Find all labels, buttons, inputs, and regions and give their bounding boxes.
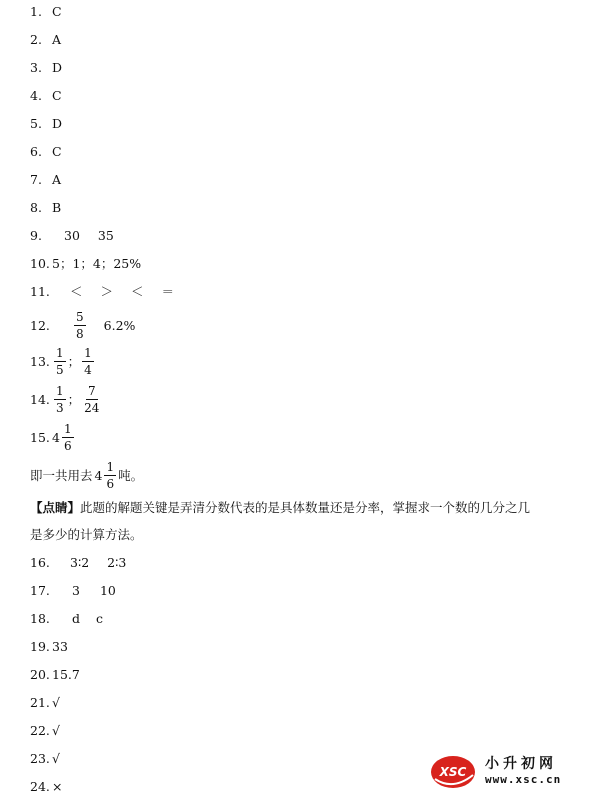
mixed-whole: 4 [94, 467, 103, 483]
answer-value: √ [52, 695, 60, 710]
fraction [82, 384, 101, 415]
site-logo [429, 751, 579, 793]
question-number: 23. [30, 751, 50, 766]
answer-line-19 [30, 639, 68, 655]
answer-value: ＝ [161, 284, 175, 299]
explanation-suffix: 吨。 [118, 467, 144, 483]
question-number: 9. [30, 228, 42, 243]
logo-mark-text: XSC [439, 765, 467, 779]
answer-value: D [52, 116, 63, 131]
answer-value: ＜ [70, 284, 83, 299]
question-number: 17. [30, 583, 50, 598]
fraction-denominator: 8 [76, 327, 84, 341]
fraction-denominator: 24 [84, 401, 100, 415]
question-number: 8. [30, 200, 42, 215]
logo-url: www.xsc.cn [485, 773, 562, 786]
answer-value: 3∶2 [70, 555, 90, 570]
fraction-denominator: 6 [106, 477, 115, 491]
answer-line-15 [30, 422, 76, 453]
fraction-denominator: 5 [56, 363, 64, 377]
question-number: 16. [30, 555, 50, 570]
xsc-logo-icon [429, 751, 477, 793]
answer-value: C [52, 4, 62, 19]
fraction-numerator: 1 [84, 346, 92, 360]
fraction [82, 346, 94, 377]
answer-value: B [52, 200, 62, 215]
fraction-numerator: 1 [63, 422, 72, 436]
answer-line-11 [30, 284, 174, 300]
separator: ； [67, 353, 81, 369]
answer-value: C [52, 88, 62, 103]
answer-line-23 [30, 751, 60, 767]
answer-value: D [52, 60, 63, 75]
question-number: 15. [30, 429, 50, 445]
answer-line-20 [30, 667, 80, 683]
dianjing-text: 是多少的计算方法。 [30, 527, 143, 542]
answer-line-24 [30, 779, 62, 795]
question-number: 1. [30, 4, 42, 19]
answer-line-16 [30, 555, 126, 571]
question-number: 14. [30, 391, 50, 407]
question-number: 7. [30, 172, 42, 187]
answer-line-21 [30, 695, 60, 711]
answer-line-9 [30, 228, 114, 244]
answer-value: 30 [64, 228, 80, 243]
answer-value: × [52, 779, 63, 794]
answer-line-8 [30, 200, 61, 216]
question-number: 19. [30, 639, 50, 654]
dianjing-tag: 【点睛】 [30, 500, 81, 515]
answer-value: 3 [72, 583, 80, 598]
question-number: 13. [30, 353, 50, 369]
fraction [62, 422, 74, 453]
question-number: 4. [30, 88, 42, 103]
question-number: 12. [30, 317, 50, 333]
answer-line-5 [30, 116, 62, 132]
answer-line-22 [30, 723, 60, 739]
fraction [74, 310, 86, 341]
question-number: 22. [30, 723, 50, 738]
dianjing-note-line-1 [30, 500, 530, 516]
answer-value: 6.2% [103, 317, 136, 333]
answer-line-1 [30, 4, 62, 20]
dianjing-text: 此题的解题关键是弄清分数代表的是具体数量还是分率，掌握求一个数的几分之几 [80, 500, 531, 515]
answer-value: 33 [52, 639, 68, 654]
answer-value: 5；1；4；25% [52, 256, 142, 271]
answer-line-17 [30, 583, 116, 599]
answer-value: 2∶3 [107, 555, 127, 570]
fraction-denominator: 6 [63, 439, 72, 453]
answer-line-4 [30, 88, 62, 104]
answer-value: A [52, 32, 62, 47]
question-number: 24. [30, 779, 50, 794]
fraction-numerator: 1 [56, 346, 64, 360]
answer-value: ＞ [100, 284, 114, 299]
question-number: 6. [30, 144, 42, 159]
dianjing-note-line-2 [30, 527, 143, 543]
logo-cn-name: 小升初网 [485, 756, 557, 772]
answer-line-3 [30, 60, 62, 76]
question-number: 18. [30, 611, 50, 626]
answer-value: ＜ [131, 284, 144, 299]
question-number: 3. [30, 60, 42, 75]
answer-value: 35 [97, 228, 114, 243]
answer-line-12 [30, 310, 135, 341]
fraction [104, 460, 116, 491]
answer-value: A [52, 172, 62, 187]
answer-value: √ [52, 723, 60, 738]
answer-line-18 [30, 611, 103, 627]
answer-value: 10 [99, 583, 116, 598]
question-number: 5. [30, 116, 42, 131]
answer-line-14 [30, 384, 103, 415]
answer-line-13 [30, 346, 96, 377]
explanation-line [30, 460, 143, 491]
separator: ； [67, 391, 81, 407]
fraction-denominator: 3 [56, 401, 64, 415]
answer-line-6 [30, 144, 62, 160]
question-number: 2. [30, 32, 42, 47]
fraction-numerator: 7 [87, 384, 96, 398]
fraction-numerator: 5 [76, 310, 84, 324]
fraction [54, 346, 66, 377]
question-number: 11. [30, 284, 50, 299]
explanation-prefix: 即一共用去 [30, 467, 93, 483]
fraction-numerator: 1 [56, 384, 64, 398]
answer-value: √ [52, 751, 60, 766]
question-number: 21. [30, 695, 50, 710]
answer-value: C [52, 144, 62, 159]
mixed-whole: 4 [52, 429, 60, 445]
answer-line-7 [30, 172, 61, 188]
answer-value: d [72, 611, 81, 626]
question-number: 20. [30, 667, 50, 682]
answer-line-2 [30, 32, 61, 48]
fraction [54, 384, 66, 415]
answer-value: 15.7 [52, 667, 80, 682]
fraction-numerator: 1 [106, 460, 115, 474]
question-number: 10. [30, 256, 50, 271]
answer-value: c [96, 611, 104, 626]
answer-line-10 [30, 256, 141, 272]
fraction-denominator: 4 [84, 363, 92, 377]
